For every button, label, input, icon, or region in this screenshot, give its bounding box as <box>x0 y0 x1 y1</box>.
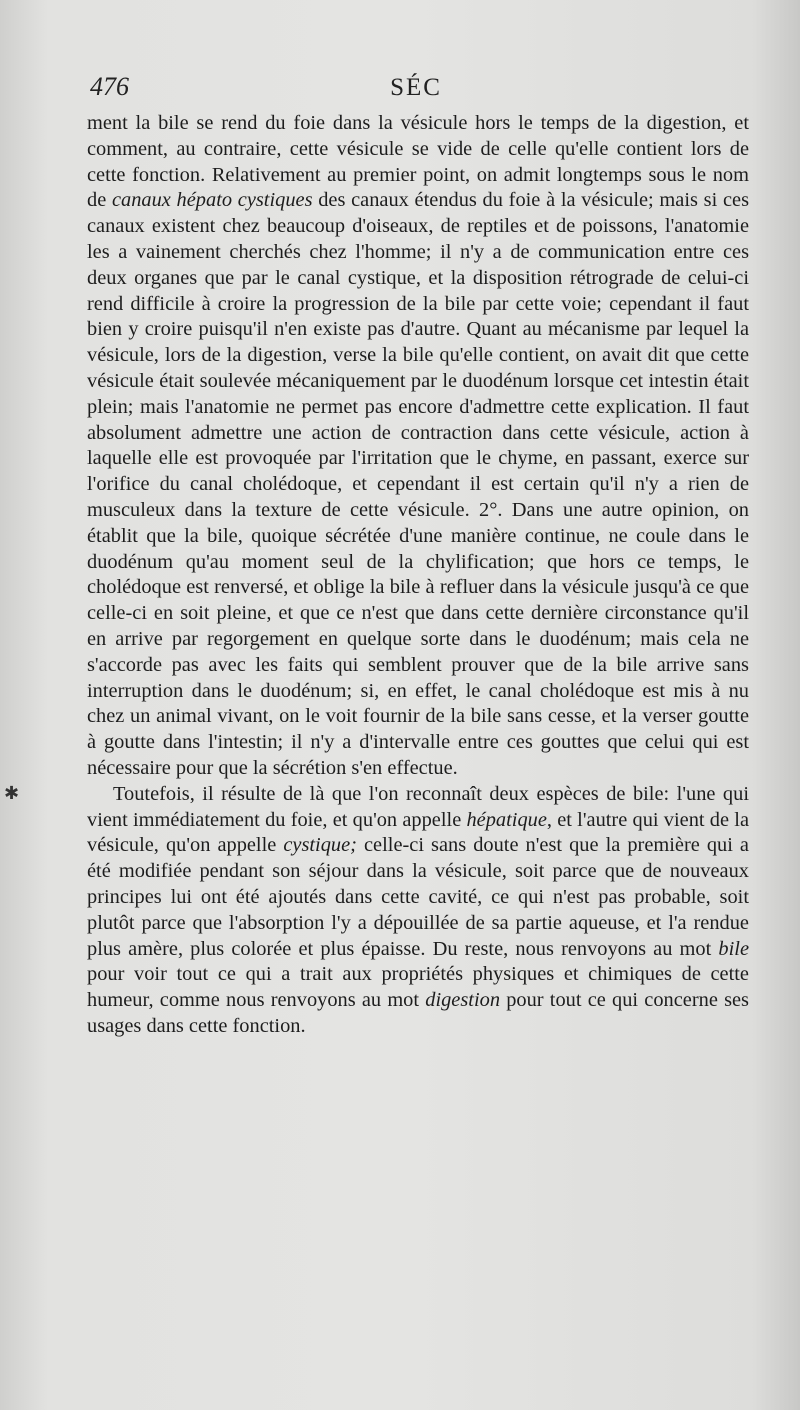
paragraph-2 <box>87 782 749 1040</box>
body-text <box>87 111 749 1040</box>
text-segment: pour tout ce qui concerne ses usages dans cette fonction. <box>87 989 749 1037</box>
text-segment: des canaux étendus du foie à la vésicule; mais si ces canaux existent chez beaucoup d'oiseaux, de reptiles et de poissons, l'anatomie les a vainement cherchés chez l'homme; il n'y a de communication entre ces deux organes que par le canal cystique, et la disposition rétrograde de celui-ci rend difficile à croire la progression de la bile par cette voie; cependant il faut bien y croire puisqu'il n'en existe pas d'autre. Quant au mécanisme par lequel la vésicule, lors de la digestion, verse la bile qu'elle contient, on avait dit que cette vésicule était soulevée mécaniquement par le duodénum lorsque cet intestin était plein; mais l'anatomie ne permet pas encore d'admettre cette explication. Il faut absolument admettre une action de contraction dans cette vésicule, action à laquelle elle est provoquée par l'irritation que le chyme, en passant, exerce sur l'orifice du canal cholédoque, et cependant il est certain qu'il n'y a rien de musculeux dans la texture de cette vésicule. 2°. Dans une autre opinion, on établit que la bile, quoique sécrétée d'une manière continue, ne coule dans le duodénum qu'au moment seul de la chylification; que hors ce temps, le cholédoque est renversé, et oblige la bile à refluer dans la vésicule jusqu'à ce que celle-ci en soit pleine, et que ce n'est que dans cette dernière circonstance qu'il en arrive par regorgement en quelque sorte dans le duodénum; mais cela ne s'accorde pas avec les faits qui semblent prouver que de la bile arrive sans interruption dans le duodénum; si, en effet, le canal cholédoque est mis à nu chez un animal vivant, on le voit fournir de la bile sans cesse, et la verser goutte à goutte dans l'intestin; il n'y a d'intervalle entre ces gouttes que celui qui est nécessaire pour que la sécrétion s'en effectue. <box>87 189 749 779</box>
page-number: 476 <box>90 72 129 101</box>
running-head: SÉC <box>390 74 442 101</box>
italic-term-canaux-hepato-cystiques: canaux hépato cystiques <box>111 189 313 212</box>
text-segment: ment la bile se rend du foie dans la vésicule hors le temps de la digestion, et comment, au contraire, cette vésicule se vide de celle qu'elle contient lors de cette fonction. Relativement au premier point, on admit longtemps sous le nom de <box>87 112 749 212</box>
text-segment: Toutefois, il résulte de là que l'on reconnaît deux espèces de bile: l'une qui vient immédiatement du foie, et qu'on appelle <box>87 782 749 831</box>
italic-term-hepatique: hépatique <box>466 808 547 831</box>
margin-mark: ✱ <box>4 783 20 804</box>
text-segment: , et l'autre qui vient de la vésicule, qu'on appelle <box>87 808 749 857</box>
page-header <box>86 72 746 108</box>
italic-term-digestion: digestion <box>425 989 501 1012</box>
paragraph-1 <box>87 111 749 782</box>
italic-term-bile: bile <box>718 937 749 960</box>
text-segment: pour voir tout ce qui a trait aux propriétés physiques et chimiques de cette humeur, comme nous renvoyons au mot <box>87 963 749 1012</box>
text-segment: celle-ci sans doute n'est que la première qui a été modifiée pendant son séjour dans la vésicule, soit parce que de nouveaux principes lui ont été ajoutés dans cette cavité, ce qui n'est pas probable, soit plutôt parce que l'absorption l'y a dépouillée de sa partie aqueuse, et l'a rendue plus amère, plus colorée et plus épaisse. Du reste, nous renvoyons au mot <box>87 834 749 960</box>
italic-term-cystique: cystique; <box>283 834 357 857</box>
